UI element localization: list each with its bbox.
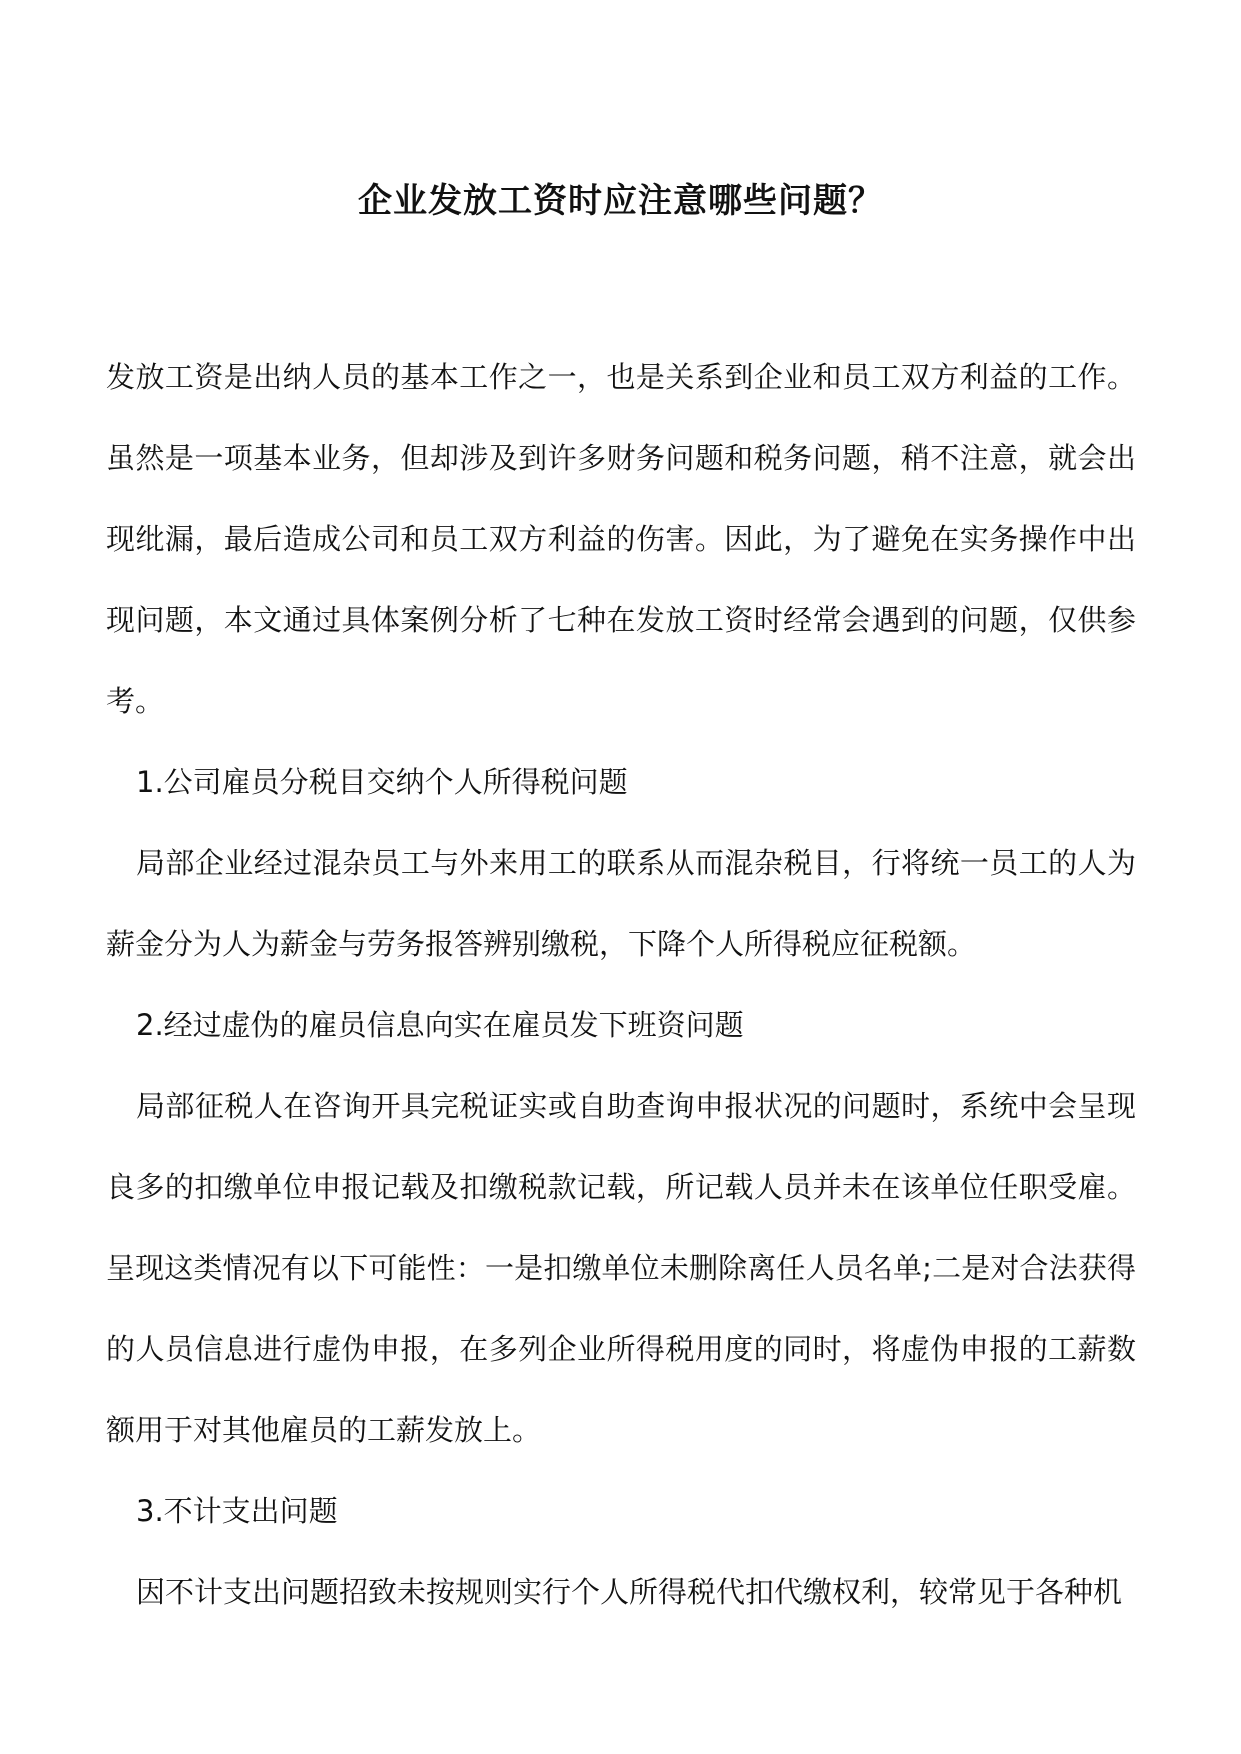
- section-heading: 1.公司雇员分税目交纳个人所得税问题: [136, 765, 628, 799]
- document-title: 企业发放工资时应注意哪些问题？: [358, 180, 883, 221]
- section-paragraph: 局部征税人在咨询开具完税证实或自助查询申报状况的问题时，系统中会呈现良多的扣缴单位申报记载及扣缴税款记载，所记载人员并未在该单位任职受雇。呈现这类情况有以下可能性：一是扣缴单位未删除离任人员名单;二是对合法获得的人员信息进行虚伪申报，在多列企业所得税用度的同时，将虚伪申报的工薪数额用于对其他雇员的工薪发放上。: [106, 1089, 1136, 1447]
- document-body: [106, 337, 1136, 1633]
- section-paragraph: 局部企业经过混杂员工与外来用工的联系从而混杂税目，行将统一员工的人为薪金分为人为薪金与劳务报答辨别缴税，下降个人所得税应征税额。: [106, 846, 1136, 961]
- section-heading: 3.不计支出问题: [136, 1494, 338, 1528]
- section-paragraph: 因不计支出问题招致未按规则实行个人所得税代扣代缴权利，较常见于各种机: [136, 1575, 1123, 1609]
- section-heading: 2.经过虚伪的雇员信息向实在雇员发下班资问题: [136, 1008, 744, 1042]
- intro-paragraph: 发放工资是出纳人员的基本工作之一，也是关系到企业和员工双方利益的工作。虽然是一项基本业务，但却涉及到许多财务问题和税务问题，稍不注意，就会出现纰漏，最后造成公司和员工双方利益的伤害。因此，为了避免在实务操作中出现问题，本文通过具体案例分析了七种在发放工资时经常会遇到的问题，仅供参考。: [106, 360, 1136, 718]
